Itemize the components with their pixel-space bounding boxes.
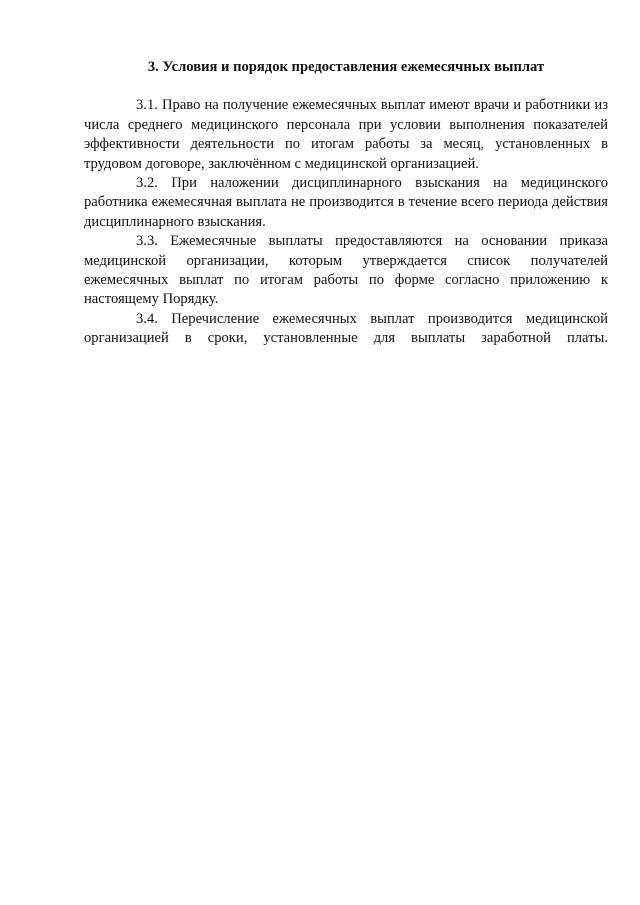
paragraph-3-2: 3.2. При наложении дисциплинарного взыскания на медицинского работника ежемесячная выплата не производится в течение всего периода действия дисциплинарного взыскания. — [84, 175, 608, 230]
paragraph-3-1: 3.1. Право на получение ежемесячных выплат имеют врачи и работники из числа среднего медицинского персонала при условии выполнения показателей эффективности деятельности по итогам работы за месяц, установленных в трудовом договоре, заключённом с медицинской организацией. — [84, 97, 608, 172]
paragraph-3-4: 3.4. Перечисление ежемесячных выплат производится медицинской организацией в сроки, установленные для выплаты заработной платы. — [84, 310, 608, 347]
section-heading: 3. Условия и порядок предоставления ежемесячных выплат — [147, 59, 545, 75]
paragraph-3-3: 3.3. Ежемесячные выплаты предоставляются на основании приказа медицинской организации, которым утверждается список получателей ежемесячных выплат по итогам работы по форме согласно приложению к настоящему Порядку. — [84, 233, 608, 308]
document-body — [84, 58, 608, 349]
